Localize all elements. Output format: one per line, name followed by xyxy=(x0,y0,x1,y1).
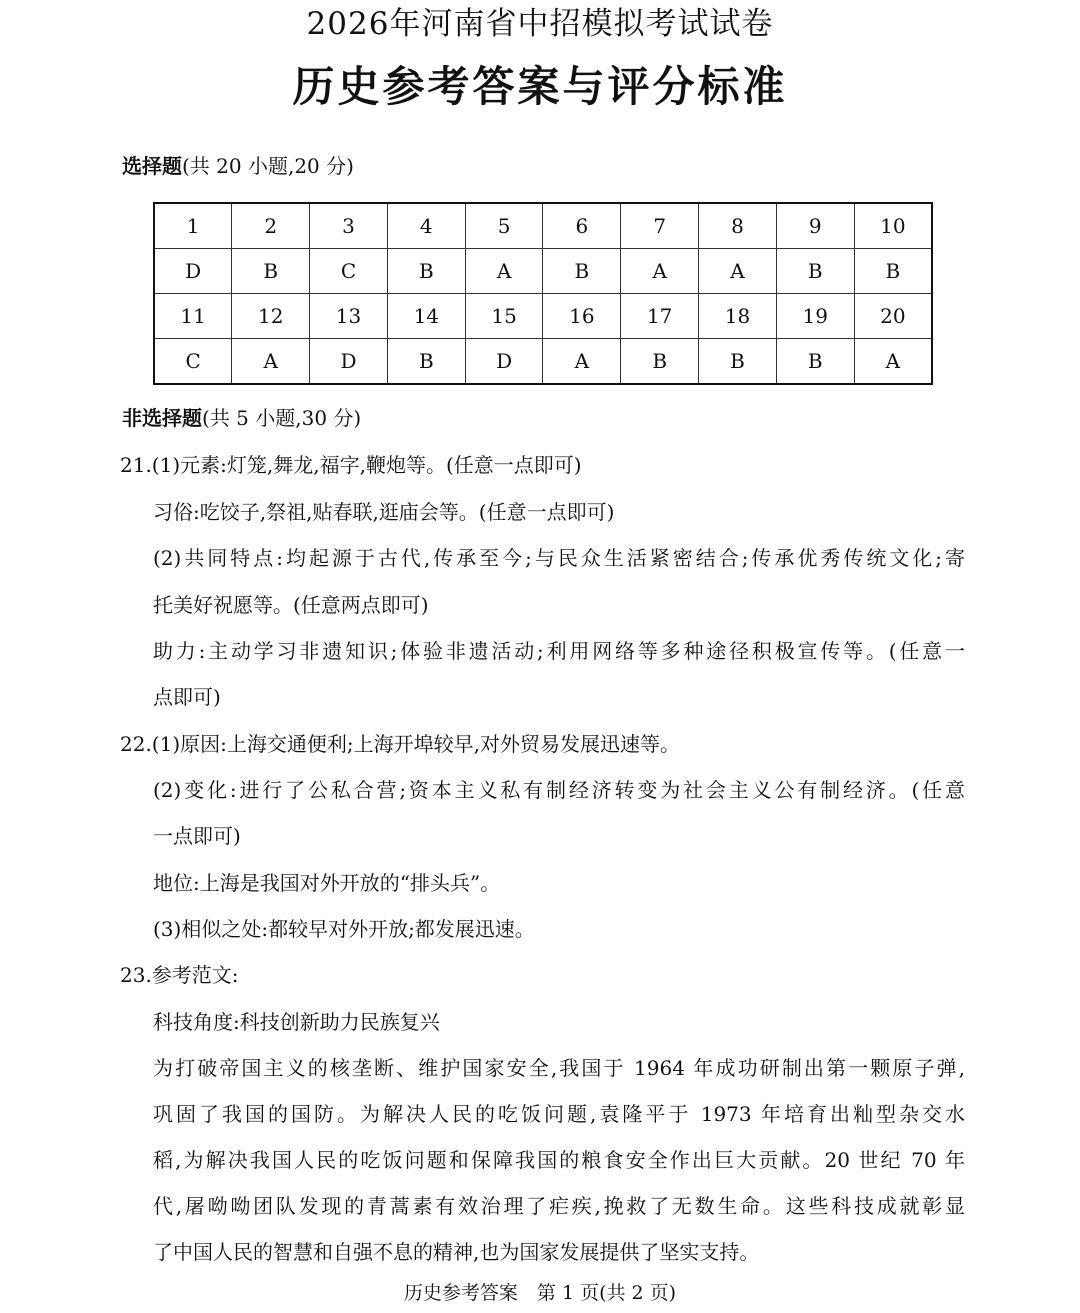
table-cell: B xyxy=(699,339,777,385)
table-cell: 15 xyxy=(465,294,543,339)
answer-line: (2)共同特点:均起源于古代,传承至今;与民众生活紧密结合;传承优秀传统文化;寄 xyxy=(153,546,965,570)
table-cell: A xyxy=(699,249,777,294)
choice-heading-detail: (共 20 小题,20 分) xyxy=(182,154,354,178)
table-cell: B xyxy=(776,249,854,294)
table-cell: A xyxy=(543,339,621,385)
table-cell: A xyxy=(465,249,543,294)
answer-table-row xyxy=(154,203,932,249)
page-footer: 历史参考答案 第 1 页(共 2 页) xyxy=(403,1282,677,1304)
choice-section-heading xyxy=(122,152,354,180)
table-cell: B xyxy=(621,339,699,385)
table-cell: 18 xyxy=(699,294,777,339)
essay-line: 代,屠呦呦团队发现的青蒿素有效治理了疟疾,挽救了无数生命。这些科技成就彰显 xyxy=(153,1194,965,1218)
table-cell: 10 xyxy=(854,203,932,249)
answer-line: (3)相似之处:都较早对外开放;都发展迅速。 xyxy=(153,917,535,941)
essay-line: 巩固了我国的国防。为解决人民的吃饭问题,袁隆平于 1973 年培育出籼型杂交水 xyxy=(153,1102,965,1126)
table-cell: 4 xyxy=(387,203,465,249)
table-cell: B xyxy=(387,339,465,385)
table-cell: 5 xyxy=(465,203,543,249)
answer-line: 一点即可) xyxy=(153,824,241,848)
table-cell: 19 xyxy=(776,294,854,339)
table-cell: B xyxy=(387,249,465,294)
table-cell: C xyxy=(310,249,388,294)
table-cell: B xyxy=(232,249,310,294)
table-cell: 3 xyxy=(310,203,388,249)
table-cell: D xyxy=(154,249,232,294)
answer-line: 科技角度:科技创新助力民族复兴 xyxy=(153,1010,440,1034)
answer-line: 助力:主动学习非遗知识;体验非遗活动;利用网络等多种途径积极宣传等。(任意一 xyxy=(153,639,965,663)
table-cell: 6 xyxy=(543,203,621,249)
answer-line: 地位:上海是我国对外开放的“排头兵”。 xyxy=(153,871,501,895)
table-cell: D xyxy=(465,339,543,385)
essay-line: 为打破帝国主义的核垄断、维护国家安全,我国于 1964 年成功研制出第一颗原子弹, xyxy=(153,1056,965,1080)
answer-table-row xyxy=(154,294,932,339)
answer-line: 21.(1)元素:灯笼,舞龙,福字,鞭炮等。(任意一点即可) xyxy=(120,453,582,477)
table-cell: B xyxy=(776,339,854,385)
nonchoice-heading-detail: (共 5 小题,30 分) xyxy=(202,406,362,430)
table-cell: 8 xyxy=(699,203,777,249)
answer-line: (2)变化:进行了公私合营;资本主义私有制经济转变为社会主义公有制经济。(任意 xyxy=(153,778,965,802)
answer-table-row xyxy=(154,249,932,294)
document-subtitle: 历史参考答案与评分标准 xyxy=(292,62,788,111)
answer-table xyxy=(153,202,933,385)
table-cell: 12 xyxy=(232,294,310,339)
table-cell: 13 xyxy=(310,294,388,339)
essay-line: 稻,为解决我国人民的吃饭问题和保障我国的粮食安全作出巨大贡献。20 世纪 70 年 xyxy=(153,1148,965,1172)
answer-table-row xyxy=(154,339,932,385)
nonchoice-section-heading xyxy=(122,404,361,432)
table-cell: 7 xyxy=(621,203,699,249)
table-cell: 2 xyxy=(232,203,310,249)
table-cell: 17 xyxy=(621,294,699,339)
answer-line: 22.(1)原因:上海交通便利;上海开埠较早,对外贸易发展迅速等。 xyxy=(120,732,680,756)
table-cell: 1 xyxy=(154,203,232,249)
answer-line: 点即可) xyxy=(153,685,221,709)
table-cell: 14 xyxy=(387,294,465,339)
exam-title: 2026年河南省中招模拟考试试卷 xyxy=(306,6,774,42)
table-cell: 11 xyxy=(154,294,232,339)
table-cell: 20 xyxy=(854,294,932,339)
table-cell: C xyxy=(154,339,232,385)
answer-line: 托美好祝愿等。(任意两点即可) xyxy=(153,593,429,617)
table-cell: B xyxy=(543,249,621,294)
choice-heading-label: 选择题 xyxy=(122,154,182,178)
table-cell: A xyxy=(854,339,932,385)
nonchoice-heading-label: 非选择题 xyxy=(122,406,202,430)
table-cell: 16 xyxy=(543,294,621,339)
table-cell: A xyxy=(232,339,310,385)
essay-line: 了中国人民的智慧和自强不息的精神,也为国家发展提供了坚实支持。 xyxy=(153,1240,760,1264)
answer-line: 习俗:吃饺子,祭祖,贴春联,逛庙会等。(任意一点即可) xyxy=(153,500,615,524)
table-cell: 9 xyxy=(776,203,854,249)
table-cell: D xyxy=(310,339,388,385)
table-cell: A xyxy=(621,249,699,294)
table-cell: B xyxy=(854,249,932,294)
answer-line: 23.参考范文: xyxy=(120,963,239,987)
